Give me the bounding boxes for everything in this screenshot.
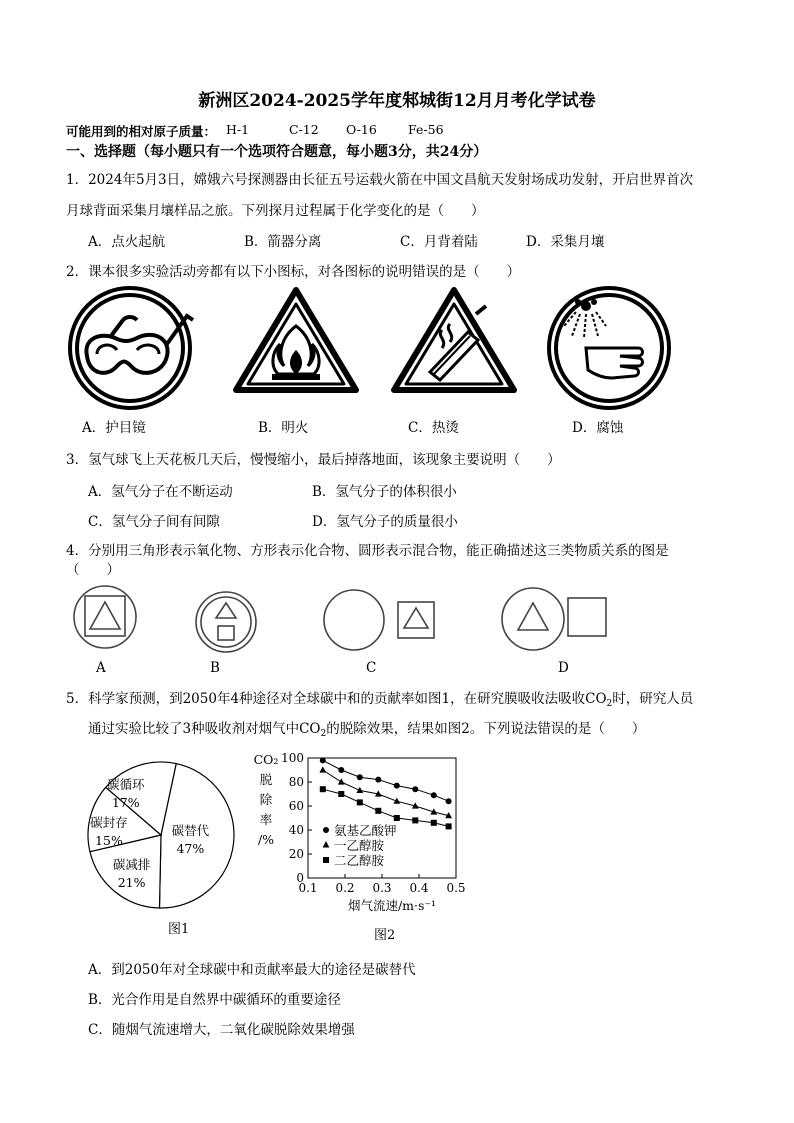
- line-chart: [252, 750, 472, 920]
- y-tick-label: 20: [288, 847, 304, 861]
- goggles-icon: [67, 286, 193, 410]
- q4-label-d: D: [558, 660, 569, 676]
- data-point: [412, 786, 418, 792]
- data-point: [446, 823, 452, 829]
- atomic-mass-item: H-1: [226, 122, 250, 137]
- q5-stem-line2-part2: 的脱除效果，结果如图2。下列说法错误的是（ ）: [326, 721, 646, 737]
- pie-value-label: 17%: [111, 795, 140, 811]
- x-tick-label: 0.2: [335, 881, 355, 895]
- q4-stem-line2: （ ）: [66, 562, 120, 578]
- fig1-caption: 图1: [168, 922, 190, 937]
- q4-label-c: C: [366, 660, 377, 676]
- diagram-option-a: [72, 584, 138, 650]
- pie-chart: [86, 760, 236, 910]
- y-tick-label: 60: [288, 799, 304, 813]
- pie-label: 碳循环: [106, 777, 145, 793]
- open-flame-icon: [232, 286, 360, 396]
- corrosive-icon: [546, 286, 672, 410]
- legend-marker: [323, 827, 329, 833]
- atomic-mass-label: 可能用到的相对原子质量：: [66, 124, 217, 139]
- q3-option-b: B．氢气分子的体积很小: [312, 484, 457, 500]
- q4-label-b: B: [210, 660, 220, 676]
- data-point: [446, 798, 452, 804]
- x-axis-label: 烟气流速/m·s⁻¹: [347, 898, 437, 913]
- y-axis-label: 率: [259, 812, 273, 827]
- y-tick-label: 80: [288, 775, 304, 789]
- q1-option-c: C．月背着陆: [400, 234, 478, 250]
- atomic-mass-item: C-12: [289, 122, 319, 137]
- diagram-option-b: [194, 590, 258, 654]
- q5-option-a: A．到2050年对全球碳中和贡献率最大的途径是碳替代: [88, 962, 416, 978]
- q1-option-b: B．箭器分离: [244, 234, 322, 250]
- subscript: 2: [606, 699, 613, 709]
- page-title: 新洲区2024-2025学年度邾城街12月月考化学试卷: [198, 91, 596, 111]
- q1-option-d: D．采集月壤: [526, 234, 605, 250]
- pie-value-label: 15%: [95, 832, 123, 848]
- q5-stem-line1-part1: 5．科学家预测，到2050年4种途径对全球碳中和的贡献率如图1，在研究膜吸收法吸收CO: [66, 691, 607, 707]
- data-point: [338, 767, 344, 773]
- q1-option-a: A．点火起航: [88, 234, 166, 250]
- data-point: [375, 808, 381, 814]
- q3-option-c: C．氢气分子间有间隙: [88, 514, 220, 530]
- pie-label: 碳替代: [171, 823, 210, 839]
- data-point: [375, 777, 381, 783]
- q1-stem-line1: 1．2024年5月3日，嫦娥六号探测器由长征五号运载火箭在中国文昌航天发射场成功发射，开启世界首次: [66, 172, 694, 188]
- x-tick-label: 0.5: [446, 881, 466, 895]
- data-point: [431, 792, 437, 798]
- q3-stem: 3．氢气球飞上天花板几天后，慢慢缩小，最后掉落地面，该现象主要说明（ ）: [66, 452, 561, 468]
- data-point: [357, 774, 363, 780]
- pie-value-label: 21%: [117, 874, 146, 890]
- diagram-option-c: [322, 588, 440, 652]
- x-tick-label: 0.4: [409, 881, 429, 895]
- y-axis-label: /%: [257, 832, 275, 847]
- q1-stem-line2: 月球背面采集月壤样品之旅。下列探月过程属于化学变化的是（ ）: [66, 203, 485, 219]
- q2-option-d: D．腐蚀: [572, 420, 624, 436]
- data-point: [320, 757, 326, 763]
- pie-value-label: 47%: [176, 841, 205, 857]
- y-axis-label: CO₂: [253, 752, 279, 767]
- data-point: [431, 820, 437, 826]
- q3-option-d: D．氢气分子的质量很小: [312, 514, 458, 530]
- data-point: [320, 786, 326, 792]
- y-tick-label: 40: [288, 823, 304, 837]
- data-point: [394, 815, 400, 821]
- q3-option-a: A．氢气分子在不断运动: [88, 484, 233, 500]
- y-axis-label: 脱: [259, 772, 273, 787]
- q5-stem-line1: [66, 687, 693, 709]
- legend-label: 二乙醇胺: [334, 853, 385, 868]
- q5-option-b: B．光合作用是自然界中碳循环的重要途径: [88, 992, 341, 1008]
- legend-label: 一乙醇胺: [334, 838, 385, 853]
- data-point: [394, 783, 400, 789]
- q2-option-b: B．明火: [258, 420, 309, 436]
- y-tick-label: 0: [296, 871, 304, 885]
- data-point: [338, 791, 344, 797]
- q5-stem-line2: [88, 717, 645, 739]
- q5-stem-line2-part1: 通过实验比较了3种吸收剂对烟气中CO: [88, 721, 321, 737]
- q4-label-a: A: [96, 660, 106, 676]
- q4-stem-line1: 4．分别用三角形表示氧化物、方形表示化合物、圆形表示混合物，能正确描述这三类物质关系的图是: [66, 543, 669, 559]
- subscript: 2: [320, 729, 327, 739]
- q5-option-c: C．随烟气流速增大，二氧化碳脱除效果增强: [88, 1022, 355, 1038]
- pie-label: 碳封存: [90, 814, 128, 830]
- x-tick-label: 0.1: [298, 881, 318, 895]
- legend-marker: [323, 857, 329, 863]
- atomic-mass-item: O-16: [346, 122, 377, 137]
- data-point: [412, 817, 418, 823]
- diagram-option-d: [500, 586, 610, 652]
- hot-surface-icon: [390, 286, 518, 396]
- section-heading: 一、选择题（每小题只有一个选项符合题意，每小题3分，共24分）: [66, 144, 488, 160]
- y-tick-label: 100: [281, 751, 304, 765]
- q5-stem-line1-part2: 时，研究人员: [612, 691, 694, 707]
- data-point: [357, 799, 363, 805]
- pie-label: 碳减排: [112, 856, 151, 872]
- fig2-caption: 图2: [374, 928, 396, 943]
- q2-option-c: C．热烫: [408, 420, 459, 436]
- x-tick-label: 0.3: [372, 881, 392, 895]
- q2-stem: 2．课本很多实验活动旁都有以下小图标，对各图标的说明错误的是（ ）: [66, 264, 521, 280]
- q2-option-a: A．护目镜: [82, 420, 146, 436]
- atomic-mass-item: Fe-56: [408, 122, 444, 137]
- y-axis-label: 除: [259, 792, 273, 807]
- legend-label: 氨基乙酸钾: [334, 823, 397, 838]
